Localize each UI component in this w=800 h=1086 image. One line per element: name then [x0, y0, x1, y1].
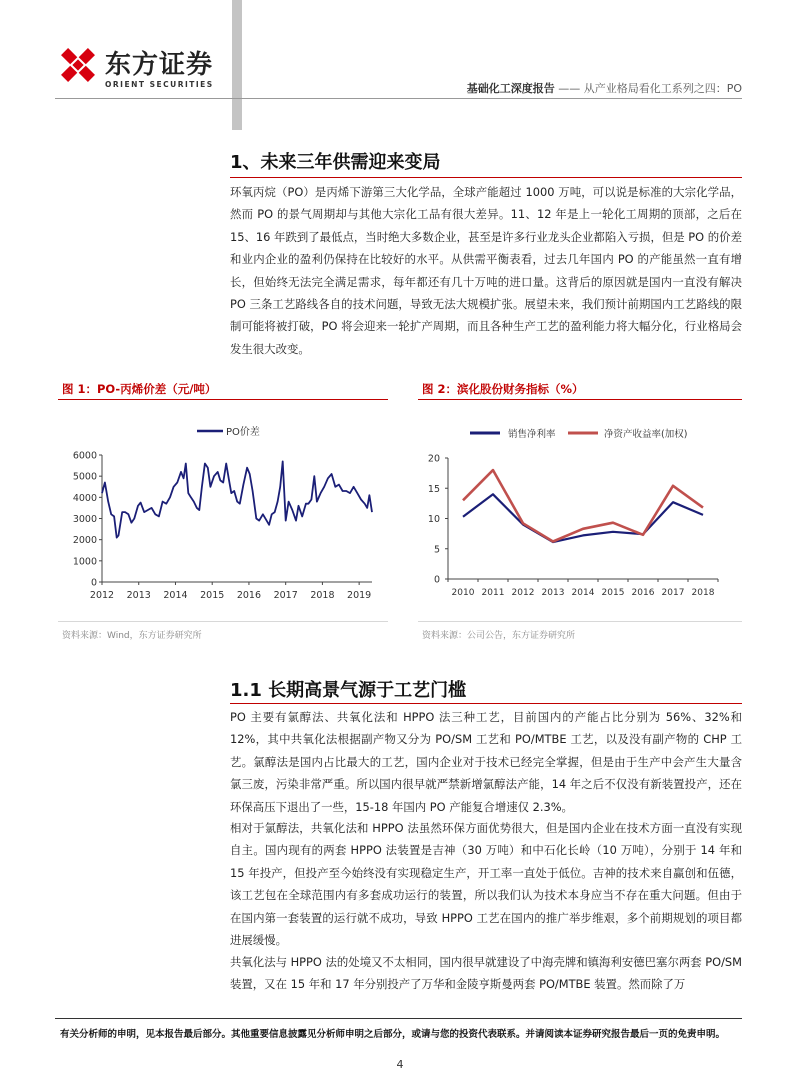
body-paragraph: 环氧丙烷（PO）是丙烯下游第三大化学品，全球产能超过 1000 万吨，可以说是标准的大宗化学品，然而 PO 的景气周期却与其他大宗化工品有很大差异。11、12 年是上一轮化工周期的顶部，之后在 15、16 年跌到了最低点，当时绝大多数企业，甚至是许多行业龙头企业都陷入亏损，但是 PO 的价差和业内企业的盈利仍保持在比较好的水平。从供需平衡表看，过去几年国内 PO 的产能虽然一直有增长，但始终无法完全满足需求，每年都还有几十万吨的进口量。这背后的原因就是国内一直没有解决 PO 三条工艺路线各自的技术问题，导致无法大规模扩张。展望未来，我们预计前期国内工艺路线的限制可能将被打破，PO 将会迎来一轮扩产周期，而且各种生产工艺的盈利能力将大幅分化，行业格局会发生很大改变。	[230, 185, 742, 356]
y-tick-label: 5	[433, 544, 440, 556]
body-paragraph: PO 主要有氯醇法、共氧化法和 HPPO 法三种工艺，目前国内的产能占比分别为 56%、32%和 12%，其中共氧化法根据副产物又分为 PO/SM 工艺和 PO/MTBE 工艺，以及没有副产物的 CHP 工艺。氯醇法是国内占比最大的工艺，国内企业对于技术已经完全掌握，但是由于生产中会产生大量含氯三废，污染非常严重。所以国内很早就严禁新增氯醇法产能，14 年之后不仅没有新装置投产，还在环保高压下退出了一些，15-18 年国内 PO 产能复合增速仅 2.3%。	[230, 710, 742, 814]
x-tick-label: 2011	[481, 588, 505, 598]
roe-line	[463, 470, 703, 541]
x-tick-label: 2013	[126, 590, 151, 601]
header-divider	[55, 98, 742, 99]
y-tick-label: 0	[90, 577, 97, 589]
x-tick-label: 2019	[347, 590, 372, 601]
y-tick-label: 1000	[72, 556, 97, 568]
footer-disclaimer: 有关分析师的申明，见本报告最后部分。其他重要信息披露见分析师申明之后部分，或请与您的投资代表联系。并请阅读本证券研究报告最后一页的免责申明。	[60, 1029, 726, 1040]
brand-mark-icon	[55, 42, 101, 88]
po-spread-line	[102, 461, 372, 537]
x-tick-label: 2014	[163, 590, 188, 601]
x-tick-label: 2017	[273, 590, 298, 601]
report-header	[467, 80, 742, 96]
net-margin-line	[463, 494, 703, 542]
x-tick-label: 2012	[511, 588, 535, 598]
body-paragraph: 共氧化法与 HPPO 法的处境又不太相同，国内很早就建设了中海壳牌和镇海利安德巴塞尔两套 PO/SM 装置，又在 15 年和 17 年分别投产了万华和金陵亨斯曼两套 PO/MTBE 装置。然而除了万	[230, 955, 742, 992]
x-tick-label: 2016	[236, 590, 262, 601]
brand-name-cn: 东方证券	[105, 50, 214, 80]
header-separator: ——	[554, 82, 584, 95]
legend-label: PO价差	[226, 427, 260, 438]
x-tick-label: 2012	[89, 590, 115, 601]
y-tick-label: 4000	[72, 492, 97, 504]
legend-label: 净资产收益率(加权)	[604, 429, 688, 440]
figure-source: 资料来源：Wind，东方证券研究所	[62, 631, 202, 641]
po-spread-chart	[58, 405, 388, 610]
brand-logo	[55, 42, 235, 92]
x-tick-label: 2017	[661, 588, 685, 598]
x-tick-label: 2016	[631, 588, 655, 598]
x-tick-label: 2014	[571, 588, 595, 598]
x-tick-label: 2018	[691, 588, 715, 598]
x-tick-label: 2018	[310, 590, 335, 601]
x-tick-label: 2010	[451, 588, 475, 598]
subsection-title: 1.1 长期高景气源于工艺门槛	[230, 680, 467, 701]
section-title: 1、未来三年供需迎来变局	[230, 152, 441, 173]
report-type: 基础化工深度报告	[466, 82, 555, 95]
y-tick-label: 5000	[72, 471, 97, 483]
y-tick-label: 3000	[72, 514, 97, 525]
figure-divider	[418, 399, 742, 400]
brand-name-en: ORIENT SECURITIES	[105, 80, 214, 89]
y-tick-label: 20	[427, 453, 440, 465]
source-divider	[418, 621, 742, 622]
report-subtitle: 从产业格局看化工系列之四：PO	[583, 82, 742, 95]
y-tick-label: 15	[427, 483, 440, 495]
body-paragraph: 相对于氯醇法，共氧化法和 HPPO 法虽然环保方面优势很大，但是国内企业在技术方面一直没有实现自主。国内现有的两套 HPPO 法装置是吉神（30 万吨）和中石化长岭（10 万吨），分别于 14 年和 15 年投产，但投产至今始终没有实现稳定生产，开工率一直处于低位。吉神的技术来自赢创和伍德，该工艺包在全球范围内有多套成功运行的装置，所以我们认为技术本身应当不存在重大问题。但由于在国内第一套装置的运行就不成功，导致 HPPO 工艺在国内的推广举步维艰，多个前期规划的项目都进展缓慢。	[230, 821, 742, 948]
financial-indicators-chart	[418, 405, 742, 610]
figure-caption: 图 1：PO-丙烯价差（元/吨）	[62, 382, 217, 396]
source-divider	[58, 621, 388, 622]
y-tick-label: 6000	[72, 450, 97, 462]
y-tick-label: 0	[433, 574, 440, 586]
x-tick-label: 2015	[200, 590, 225, 601]
x-tick-label: 2015	[601, 588, 625, 598]
y-tick-label: 10	[427, 514, 440, 525]
figure-caption: 图 2：滨化股份财务指标（%）	[422, 382, 584, 396]
section-divider	[230, 177, 742, 178]
legend-label: 销售净利率	[508, 429, 556, 440]
footer-divider	[55, 1018, 742, 1019]
page-number: 4	[396, 1058, 404, 1071]
x-tick-label: 2013	[541, 588, 565, 598]
subsection-divider	[230, 703, 742, 704]
y-tick-label: 2000	[72, 535, 97, 547]
figure-source: 资料来源：公司公告，东方证券研究所	[422, 631, 576, 641]
figure-divider	[58, 399, 388, 400]
